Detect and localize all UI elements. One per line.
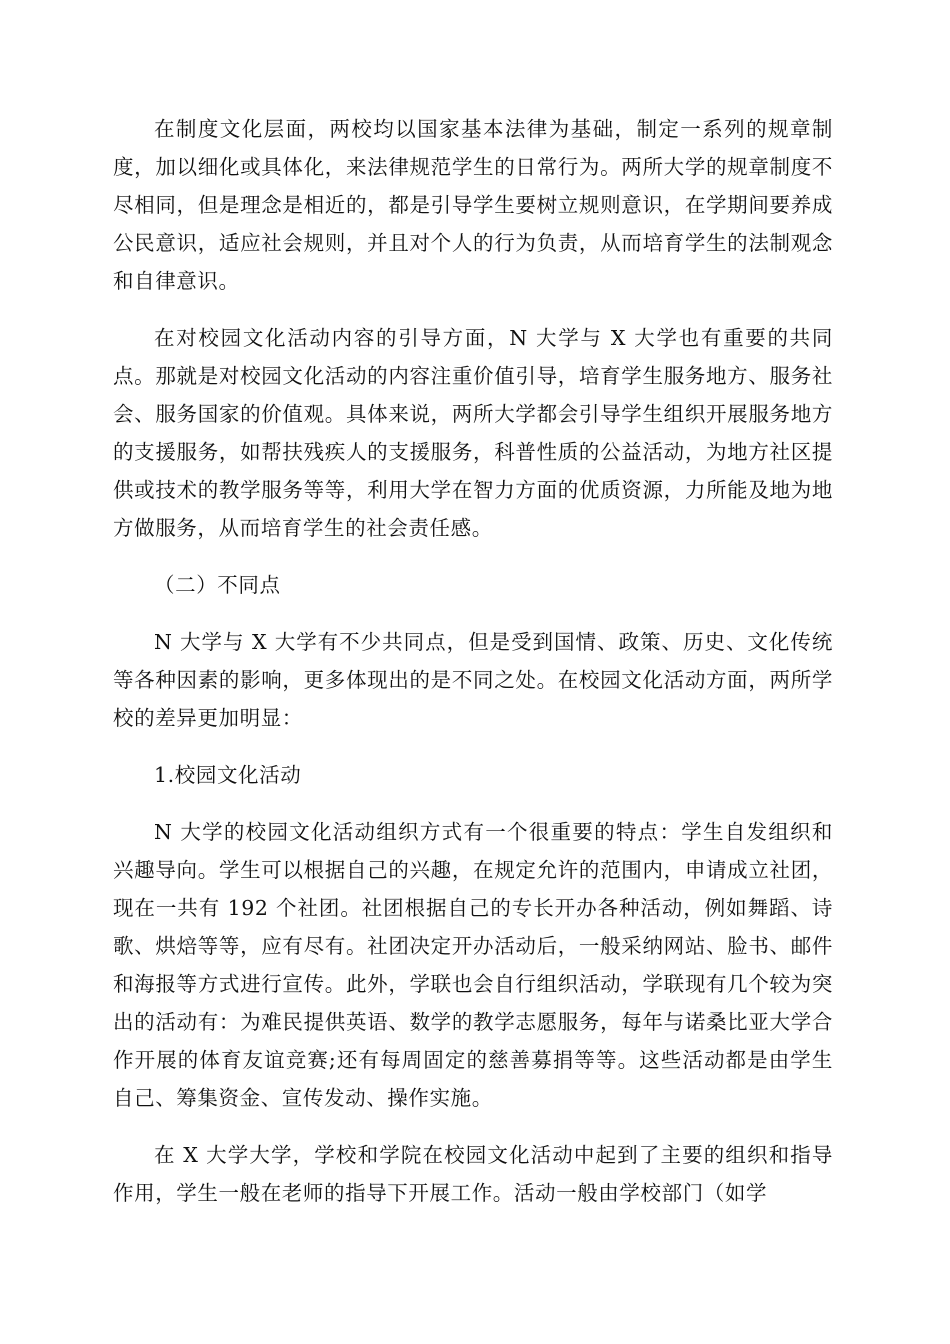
paragraph-n-university-activities: N 大学的校园文化活动组织方式有一个很重要的特点：学生自发组织和兴趣导向。学生可以根据自己的兴趣，在规定允许的范围内，申请成立社团，现在一共有 192 个社团。社团根据自己的专长开办各种活动，例如舞蹈、诗歌、烘焙等等，应有尽有。社团决定开办活动后，一般采纳网站、脸书、邮件和海报等方式进行宣传。此外，学联也会自行组织活动，学联现有几个较为突出的活动有：为难民提供英语、数学的教学志愿服务，每年与诺桑比亚大学合作开展的体育友谊竞赛;还有每周固定的慈善募捐等等。这些活动都是由学生自己、筹集资金、宣传发动、操作实施。 [113, 820, 833, 1110]
subsection-heading-campus-activities: 1.校园文化活动 [154, 763, 302, 787]
paragraph-activity-guidance: 在对校园文化活动内容的引导方面，N 大学与 X 大学也有重要的共同点。那就是对校园文化活动的内容注重价值引导，培育学生服务地方、服务社会、服务国家的价值观。具体来说，两所大学都会引导学生组织开展服务地方的支援服务，如帮扶残疾人的支援服务，科普性质的公益活动，为地方社区提供或技术的教学服务等等，利用大学在智力方面的优质资源，力所能及地为地方做服务，从而培育学生的社会责任感。 [113, 326, 833, 540]
paragraph-differences-intro: N 大学与 X 大学有不少共同点，但是受到国情、政策、历史、文化传统等各种因素的影响，更多体现出的是不同之处。在校园文化活动方面，两所学校的差异更加明显： [113, 630, 833, 730]
document-body [113, 110, 833, 1231]
paragraph-x-university-activities: 在 X 大学大学，学校和学院在校园文化活动中起到了主要的组织和指导作用，学生一般在老师的指导下开展工作。活动一般由学校部门（如学 [113, 1143, 833, 1205]
paragraph-institutional-culture: 在制度文化层面，两校均以国家基本法律为基础，制定一系列的规章制度，加以细化或具体化，来法律规范学生的日常行为。两所大学的规章制度不尽相同，但是理念是相近的，都是引导学生要树立规则意识，在学期间要养成公民意识，适应社会规则，并且对个人的行为负责，从而培育学生的法制观念和自律意识。 [113, 117, 833, 293]
section-heading-differences: （二）不同点 [154, 573, 281, 597]
